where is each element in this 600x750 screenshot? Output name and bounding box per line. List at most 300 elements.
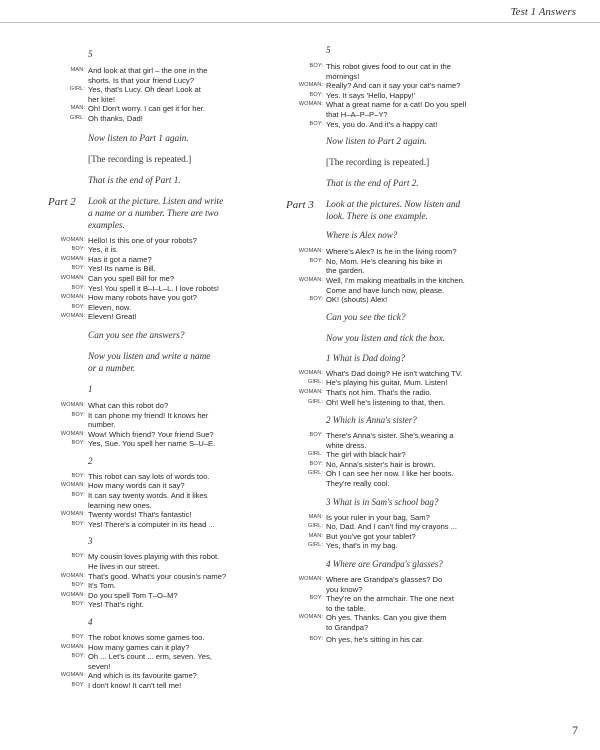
text-block [60,293,278,303]
speaker-label: WOMAN: [60,294,85,301]
dialogue-line [60,590,278,601]
dialogue-text: Yes! Its name is Bill. [88,264,156,274]
dialogue-line [69,85,278,95]
dialogue-text: Well, I'm making meatballs in the kitchen. [326,275,465,285]
dialogue-line [71,680,278,691]
dialogue-line [309,119,531,130]
text-block [298,100,531,110]
speaker-label: BOY: [309,257,323,264]
speaker-label: MAN: [308,532,323,539]
dialogue-text: And which is its favourite game? [88,671,197,681]
instruction-text: Now you listen and tick the box. [326,333,446,344]
dialogue-line [298,275,531,286]
text-block [71,519,278,530]
dialogue-text: number. [88,420,116,430]
question-heading: 4 Where are Grandpa's glasses? [326,559,443,570]
dialogue-line [307,522,531,532]
question-number: 1 [88,383,93,394]
dialogue-text: learning new ones. [88,500,152,510]
dialogue-text: This robot gives food to our cat in the [326,62,451,71]
dialogue-line [70,104,278,114]
speaker-label [286,604,326,614]
dialogue-text: How many robots have you got? [88,293,197,303]
speaker-label [286,441,326,451]
text-block [326,604,531,614]
speaker-label: BOY: [71,472,85,479]
text-block [309,295,531,305]
dialogue-line [71,283,278,294]
text-block [307,450,531,460]
speaker-label [286,266,326,276]
speaker-label: BOY: [71,303,85,310]
dialogue-line [298,368,531,379]
instruction-text: Now you listen and write a name [88,351,211,362]
text-block [88,562,278,572]
dialogue-line [88,662,278,672]
dialogue-text: shorts. Is that your friend Lucy? [88,75,194,85]
dialogue-line [71,245,278,255]
text-block [308,512,531,523]
speaker-label [48,76,88,86]
dialogue-line [60,429,278,440]
dialogue-line [69,113,278,124]
dialogue-line [71,264,278,274]
text-block [298,247,531,257]
dialogue-text: to Grandpa? [326,623,369,632]
part-instructions [326,199,531,223]
instruction-line: a name or a number. There are two [88,208,219,219]
dialogue-text: Has it got a name? [88,254,152,264]
dialogue-text: What can this robot do? [88,400,169,410]
text-block [88,76,278,86]
speaker-label: GIRL: [69,86,85,93]
speaker-label: BOY: [71,653,85,660]
text-block [71,491,278,501]
dialogue-line [309,459,531,470]
speaker-label [286,72,326,82]
text-block [70,104,278,114]
text-block [71,600,278,610]
text-block [71,633,278,643]
dialogue-line [309,634,531,645]
text-block [326,352,531,364]
text-block [88,95,278,105]
text-block [88,175,278,187]
dialogue-text: Come and have lunch now, please. [326,285,445,295]
text-block [88,383,278,395]
text-block [326,178,531,190]
text-block [307,397,531,408]
text-block [326,441,531,451]
dialogue-text: I don't know! It can't tell me! [88,680,182,690]
speaker-label: BOY: [71,284,85,291]
dialogue-text: Yes, Sue. You spell her name S–U–E. [88,439,216,449]
dialogue-text: And look at that girl – the one in the [88,66,208,75]
dialogue-text: Eleven! Great! [88,312,137,322]
text-block [326,558,531,570]
text-block [326,333,531,345]
instruction-text: Can you see the tick? [326,312,406,323]
text-block [88,662,278,672]
text-block [307,469,531,479]
dialogue-line [71,439,278,449]
dialogue-text: He lives in our street. [88,562,160,572]
dialogue-text: OK! (shouts) Alex! [326,295,388,305]
speaker-label: BOY: [309,432,323,439]
dialogue-line [309,295,531,305]
dialogue-line [326,585,531,595]
text-block [298,368,531,379]
right-column [286,44,531,644]
dialogue-text: white dress. [326,440,367,450]
text-block [309,459,531,470]
dialogue-text: Yes! There's a computer in its head ... [88,519,215,529]
speaker-label: BOY: [309,296,323,303]
text-block [309,90,531,101]
text-block [60,642,278,653]
dialogue-text: There's Anna's sister. She's wearing a [326,431,454,441]
dialogue-line [307,541,531,551]
speaker-label [286,110,326,120]
speaker-label: WOMAN: [298,369,323,376]
dialogue-text: Hello! Is this one of your robots? [88,235,197,245]
text-block [88,501,278,511]
dialogue-text: Do you spell Tom T–O–M? [88,590,178,600]
speaker-label: GIRL: [307,470,323,477]
text-block [326,44,531,56]
dialogue-line [60,312,278,322]
text-block [326,479,531,489]
text-block [326,266,531,276]
text-block [326,72,531,82]
text-block [60,273,278,284]
question-number: 3 [88,536,93,547]
dialogue-line [60,293,278,303]
speaker-label [286,479,326,489]
text-block [286,199,531,223]
dialogue-text: Yes! That's right. [88,600,144,610]
dialogue-text: No, Dad. And I can't find my crayons ... [326,522,458,532]
dialogue-text: Oh thanks, Dad! [88,113,143,123]
dialogue-text: How many games can it play? [88,642,190,652]
dialogue-text: He's playing his guitar, Mum. Listen! [326,378,448,388]
dialogue-text: Oh yes, he's sitting in his car. [326,634,425,644]
question-number: 4 [88,617,93,627]
dialogue-line [71,519,278,530]
dialogue-line [298,247,531,257]
speaker-label: WOMAN: [60,511,85,518]
dialogue-line [309,431,531,441]
instruction-text: Now listen to Part 1 again. [88,133,189,144]
text-block [309,431,531,441]
part-instructions [88,196,278,232]
question-heading: 2 Which is Anna's sister? [326,415,417,426]
text-block [71,410,278,421]
speaker-label: BOY: [71,601,85,608]
dialogue-line [60,642,278,653]
dialogue-line [326,479,531,489]
question-heading: 3 What is in Sam's school bag? [326,496,439,507]
text-block [60,571,278,582]
header-title: Test 1 Answers [510,6,576,18]
dialogue-text: the garden. [326,266,365,276]
dialogue-text: They're really cool. [326,479,390,489]
instruction-text: Can you see the answers? [88,330,185,341]
text-block [71,302,278,313]
dialogue-text: Yes, that's in my bag. [326,541,398,551]
question-heading: 1 What is Dad doing? [326,352,406,363]
speaker-label: WOMAN: [60,430,85,437]
dialogue-line [60,481,278,491]
speaker-label: WOMAN: [60,672,85,679]
text-block [71,581,278,591]
dialogue-line [307,450,531,460]
speaker-label: BOY: [71,265,85,272]
text-block [88,330,278,342]
text-block [60,312,278,322]
text-block [298,81,531,91]
speaker-label: WOMAN: [298,614,323,621]
speaker-label: MAN: [308,513,323,520]
instruction-line: Look at the pictures. Now listen and [326,200,461,211]
text-block [60,671,278,681]
part-heading [48,195,278,232]
speaker-label: WOMAN: [60,236,85,243]
text-block [88,420,278,430]
dialogue-line [70,66,278,76]
dialogue-text: Really? And can it say your cat's name? [326,81,461,91]
speaker-label: BOY: [71,582,85,589]
dialogue-text: It can phone my friend! It knows her [88,410,209,420]
dialogue-text: What's Dad doing? He isn't watching TV. [326,368,463,378]
dialogue-text: her kite! [88,94,116,104]
text-block [69,85,278,95]
part-heading [286,199,531,223]
text-block [326,229,531,241]
dialogue-line [309,256,531,267]
dialogue-line [307,397,531,408]
speaker-label: BOY: [71,246,85,253]
text-block [71,264,278,274]
dialogue-text: Eleven, now. [88,302,132,312]
dialogue-text: Oh yes. Thanks. Can you give them [326,613,447,623]
question-number: 5 [88,49,93,59]
speaker-label: WOMAN: [298,576,323,583]
text-block [298,575,531,585]
speaker-label [286,585,326,595]
dialogue-text: Yes, you do. And it's a happy cat! [326,119,438,129]
dialogue-line [71,633,278,643]
text-block [60,429,278,440]
dialogue-text: They're on the armchair. The one next [326,594,454,604]
speaker-label: WOMAN: [60,643,85,650]
speaker-label: WOMAN: [298,276,323,283]
left-column [48,44,278,691]
speaker-label: BOY: [309,120,323,127]
dialogue-line [60,254,278,265]
dialogue-line [308,531,531,542]
text-block [88,133,278,145]
speaker-label: WOMAN: [298,388,323,395]
text-block [88,616,278,628]
dialogue-line [71,471,278,482]
text-block [71,471,278,482]
speaker-label: WOMAN: [298,248,323,255]
speaker-label: WOMAN: [60,313,85,320]
text-block [60,510,278,520]
speaker-label: BOY: [309,460,323,467]
dialogue-line [307,378,531,388]
speaker-label: GIRL: [307,542,323,549]
stage-direction: [The recording is repeated.] [88,154,192,165]
dialogue-line [60,671,278,681]
text-block [326,585,531,595]
dialogue-line [71,652,278,662]
dialogue-line [60,235,278,246]
text-block [309,634,531,645]
dialogue-line [298,613,531,623]
dialogue-text: That's not him. That's the radio. [326,387,432,397]
dialogue-text: The robot knows some games too. [88,633,205,642]
dialogue-text: Where's Alex? Is he in the living room? [326,247,457,257]
text-block [71,245,278,255]
dialogue-line [71,491,278,501]
speaker-label: MAN: [70,105,85,112]
instruction-text: That is the end of Part 2. [326,179,419,190]
question-number: 2 [88,455,93,466]
dialogue-text: you know? [326,584,363,594]
text-block [309,594,531,604]
text-block [88,455,278,467]
text-block [326,110,531,120]
question-number: 5 [326,45,331,55]
dialogue-line [298,81,531,91]
text-block [71,283,278,294]
text-block [326,157,531,169]
speaker-label [48,562,88,572]
dialogue-text: My cousin loves playing with this robot. [88,552,220,562]
speaker-label: BOY: [71,520,85,527]
dialogue-line [71,410,278,421]
part-label: Part 2 [48,195,76,208]
speaker-label: WOMAN: [60,401,85,408]
text-block [60,590,278,601]
text-block [60,400,278,411]
speaker-label: BOY: [71,492,85,499]
part-label: Part 3 [286,199,314,212]
speaker-label: GIRL: [307,451,323,458]
text-block [60,481,278,491]
text-block [298,613,531,623]
dialogue-line [60,571,278,582]
speaker-label [286,286,326,296]
dialogue-text: This robot can say lots of words too. [88,471,210,481]
text-block [307,541,531,551]
dialogue-line [326,266,531,276]
dialogue-text: Can you spell Bill for me? [88,273,175,283]
text-block [298,387,531,398]
speaker-label: BOY: [71,411,85,418]
text-block [309,119,531,130]
text-block [326,286,531,296]
text-block [69,113,278,124]
dialogue-line [326,604,531,614]
dialogue-text: that H–A–P–P–Y? [326,109,388,119]
speaker-label: BOY: [71,634,85,640]
dialogue-line [309,62,531,72]
instruction-text: or a number. [88,363,136,374]
text-block [88,363,278,375]
page-number: 7 [572,723,578,737]
speaker-label: WOMAN: [60,482,85,489]
text-block [309,62,531,72]
speaker-label: GIRL: [307,379,323,386]
dialogue-text: Oh ... Let's count ... erm, seven. Yes, [88,652,212,662]
dialogue-line [326,286,531,296]
speaker-label: BOY: [309,91,323,98]
dialogue-line [60,400,278,411]
dialogue-text: Yes, it is. [88,245,119,255]
dialogue-text: to the table. [326,603,366,613]
stage-direction: [The recording is repeated.] [326,158,430,169]
dialogue-text: Oh I can see her now. I like her boots. [326,469,454,479]
dialogue-line [308,512,531,523]
text-block [88,154,278,166]
dialogue-text: How many words can it say? [88,481,185,491]
header-rule [0,22,600,23]
speaker-label: WOMAN: [60,572,85,579]
instruction-text: Now listen to Part 2 again. [326,137,427,148]
speaker-label [48,420,88,430]
speaker-label: WOMAN: [298,101,323,108]
speaker-label [286,623,326,633]
instruction-line: Look at the picture. Listen and write [88,196,224,207]
speaker-label: MAN: [70,67,85,73]
dialogue-text: Yes! You spell it B–I–L–L. I love robots! [88,283,220,293]
speaker-label [48,95,88,105]
dialogue-line [298,575,531,585]
dialogue-text: Oh! Well he's listening to that, then. [326,397,446,407]
speaker-label: GIRL: [307,398,323,405]
dialogue-text: Yes, that's Lucy. Oh dear! Look at [88,85,201,95]
text-block [307,522,531,532]
dialogue-line [298,100,531,110]
dialogue-line [326,72,531,82]
dialogue-text: The girl with black hair? [326,450,406,460]
dialogue-line [309,90,531,101]
text-block [60,235,278,246]
dialogue-line [88,95,278,105]
text-block [71,652,278,662]
dialogue-line [88,501,278,511]
speaker-label: WOMAN: [60,255,85,262]
text-block [326,312,531,324]
text-block [326,414,531,426]
dialogue-text: Is your ruler in your bag, Sam? [326,512,430,522]
speaker-label: GIRL: [69,114,85,121]
speaker-label: BOY: [309,63,323,69]
text-block [309,256,531,267]
dialogue-text: No, Mom. He's cleaning his bike in [326,256,443,266]
dialogue-line [307,469,531,479]
text-block [71,439,278,449]
text-block [308,531,531,542]
instruction-line: examples. [88,220,125,231]
dialogue-line [309,594,531,604]
text-block [298,275,531,286]
dialogue-text: No, Anna's sister's hair is brown. [326,459,436,469]
dialogue-line [60,510,278,520]
